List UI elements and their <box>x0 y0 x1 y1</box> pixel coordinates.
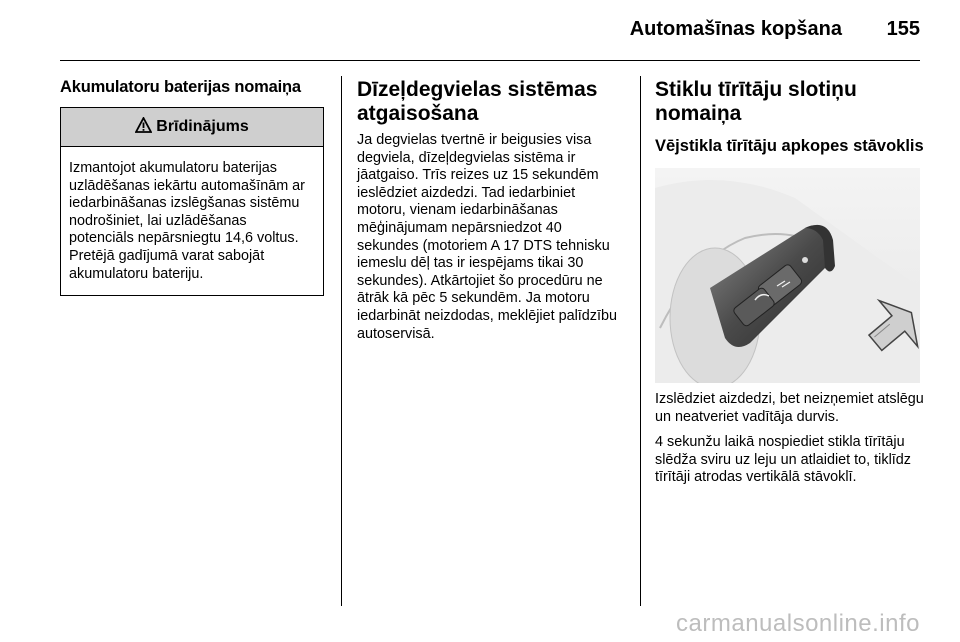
page-number: 155 <box>886 18 920 40</box>
warning-triangle-icon <box>135 117 152 138</box>
header-rule <box>60 60 920 61</box>
battery-section-heading: Akumulatoru baterijas nomaiņa <box>60 78 301 96</box>
chapter-title: Automašīnas kopšana <box>629 18 842 40</box>
column-divider-left <box>341 76 342 606</box>
diesel-section-heading: Dīzeļdegvielas sistēmas atgaisošana <box>357 78 598 125</box>
warning-box <box>60 107 324 296</box>
watermark: carmanualsonline.info <box>676 610 920 637</box>
middle-column <box>357 78 627 343</box>
wiper-section-heading: Stiklu tīrītāju slotiņu nomaiņa <box>655 78 857 125</box>
warning-header <box>61 108 323 147</box>
wiper-subsection-heading: Vējstikla tīrītāju apkopes stāvoklis <box>655 137 924 155</box>
page-header <box>60 18 920 60</box>
diesel-section-body: Ja degvielas tvertnē ir beigusies visa degviela, dīzeļdegvielas sistēma ir jāatgaiso. Trīs reizes uz 15 sekundēm ieslēdziet aizdedzi. Tad iedarbiniet motoru, vienam iedarbināšanas mēģinājumam nepārsniedzot 40 sekundes (motoriem A 17 DTS tehnisku iemeslu dēļ tas ir iespējams tikai 30 sekundes). Atkārtojiet šo procedūru ne ātrāk kā pēc 5 sekundēm. Ja motoru iedarbināt neizdodas, meklējiet palīdzību autoservisā. <box>357 132 617 342</box>
left-column <box>60 78 326 296</box>
wiper-stalk-illustration <box>655 168 920 383</box>
warning-text: Izmantojot akumulatoru baterijas uzlādēšanas iekārtu automašīnām ar iedarbināšanas izslēgšanas sistēmu nodrošiniet, lai uzlādēšanas potenciāls nepārsniegtu 14,6 voltus. Pretējā gadījumā varat sabojāt akumulatoru bateriju. <box>69 160 305 282</box>
warning-title: Brīdinājums <box>156 118 249 135</box>
wiper-step-1: Izslēdziet aizdedzi, bet neizņemiet atslēgu un neatveriet vadītāja durvis. <box>655 391 924 425</box>
right-column <box>655 78 925 495</box>
wiper-step-2: 4 sekunžu laikā nospiediet stikla tīrītāju slēdža sviru uz leju un atlaidiet to, tiklīdz tīrītāji atrodas vertikālā stāvoklī. <box>655 434 911 486</box>
column-divider-right <box>640 76 641 606</box>
